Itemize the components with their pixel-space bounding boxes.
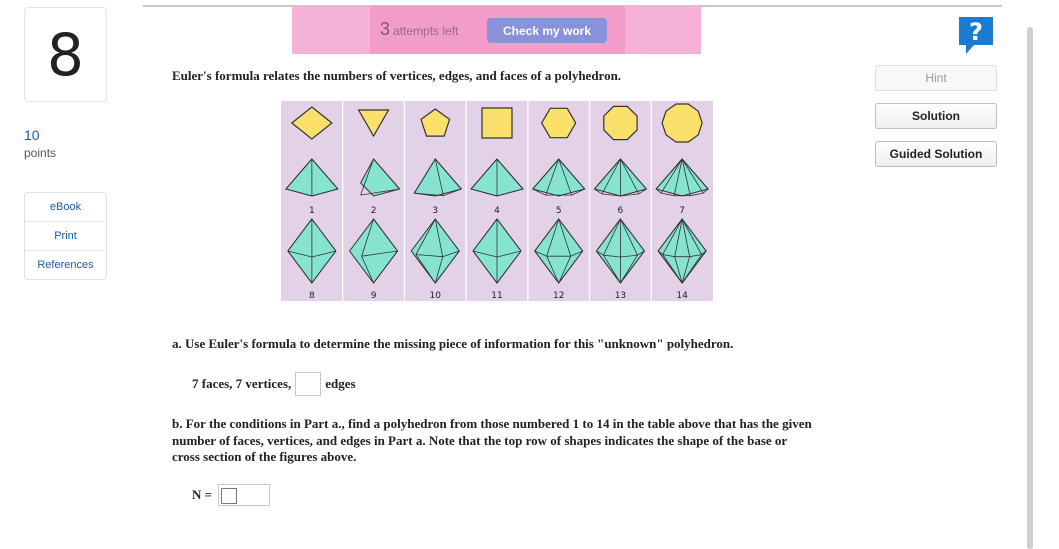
bipyramid-number: 13 [614, 291, 627, 301]
bipyramid-solid [658, 219, 706, 283]
side-links [24, 192, 107, 280]
pyramid-solid [656, 159, 708, 196]
bipyramid-solid [596, 219, 644, 283]
pyramid-solid [361, 159, 400, 196]
bipyramid-number: 9 [370, 291, 377, 301]
pyramid-number: 3 [432, 206, 439, 216]
base-shape-decagon [662, 104, 702, 142]
bipyramid-number: 14 [676, 291, 688, 301]
solution-button[interactable]: Solution [875, 103, 997, 129]
bipyramid-solid [288, 219, 336, 283]
pyramid-solid [594, 159, 646, 196]
part-a-answer-row [192, 372, 356, 396]
part-a-given: 7 faces, 7 vertices, [192, 376, 292, 391]
base-shape-triangle [359, 110, 389, 136]
pyramid-number: 5 [555, 206, 562, 216]
scrollbar[interactable] [1027, 27, 1033, 549]
attempts-text: attempts left [393, 24, 459, 38]
bipyramid-solid [535, 219, 583, 283]
pyramid-number: 7 [679, 206, 686, 216]
base-shape-square [482, 108, 512, 138]
ebook-link[interactable]: eBook [25, 193, 106, 222]
part-b-prompt: b. For the conditions in Part a., find a polyhedron from those numbered 1 to 14 in the table above that has the given number of faces, vertices, and edges in Part a. Note that the top row of shapes indicates the shape of the base or cross section of the figures above. [172, 416, 812, 464]
n-input-caret [221, 488, 237, 504]
print-link[interactable]: Print [25, 222, 106, 251]
pyramid-solid [533, 159, 585, 196]
pyramid-number: 4 [494, 206, 500, 216]
guided-solution-button[interactable]: Guided Solution [875, 141, 997, 167]
n-input[interactable] [218, 484, 270, 506]
bipyramid-solid [411, 219, 459, 283]
bipyramid-number: 8 [308, 291, 315, 301]
check-my-work-button[interactable]: Check my work [487, 18, 607, 43]
bipyramid-number: 12 [552, 291, 565, 301]
base-shape-hexagon [542, 108, 576, 137]
hint-button[interactable]: Hint [875, 65, 997, 91]
base-shape-rhombus [292, 107, 332, 139]
references-link[interactable]: References [37, 259, 94, 271]
base-shape-octagon [604, 106, 637, 139]
pyramid-number: 2 [370, 206, 377, 216]
attempts-number: 3 [380, 19, 391, 39]
question-number: 8 [24, 7, 107, 102]
pyramid-solid [471, 159, 523, 196]
pyramid-number: 6 [617, 206, 624, 216]
attempts-left [380, 19, 458, 40]
pyramid-solid [286, 159, 338, 196]
bipyramid-number: 10 [429, 291, 442, 301]
pyramid-number: 1 [308, 206, 315, 216]
edges-input[interactable] [295, 372, 321, 396]
bipyramid-number: 11 [491, 291, 503, 301]
points-value: 10 [24, 127, 40, 143]
points-label: points [24, 146, 57, 160]
n-label: N = [192, 487, 213, 502]
base-shape-pentagon [421, 109, 450, 136]
part-a-prompt: a. Use Euler's formula to determine the missing piece of information for this "unknown" polyhedron. [172, 336, 734, 351]
intro-text: Euler's formula relates the numbers of vertices, edges, and faces of a polyhedron. [172, 68, 622, 83]
part-a-unit: edges [325, 376, 356, 391]
part-b-answer-row [192, 484, 270, 506]
bipyramid-solid [350, 219, 398, 283]
question-mark-icon[interactable] [956, 14, 996, 56]
polyhedra-table [281, 101, 713, 301]
help-symbol: ? [969, 18, 983, 46]
bipyramid-solid [473, 219, 521, 283]
pyramid-solid [414, 159, 461, 196]
